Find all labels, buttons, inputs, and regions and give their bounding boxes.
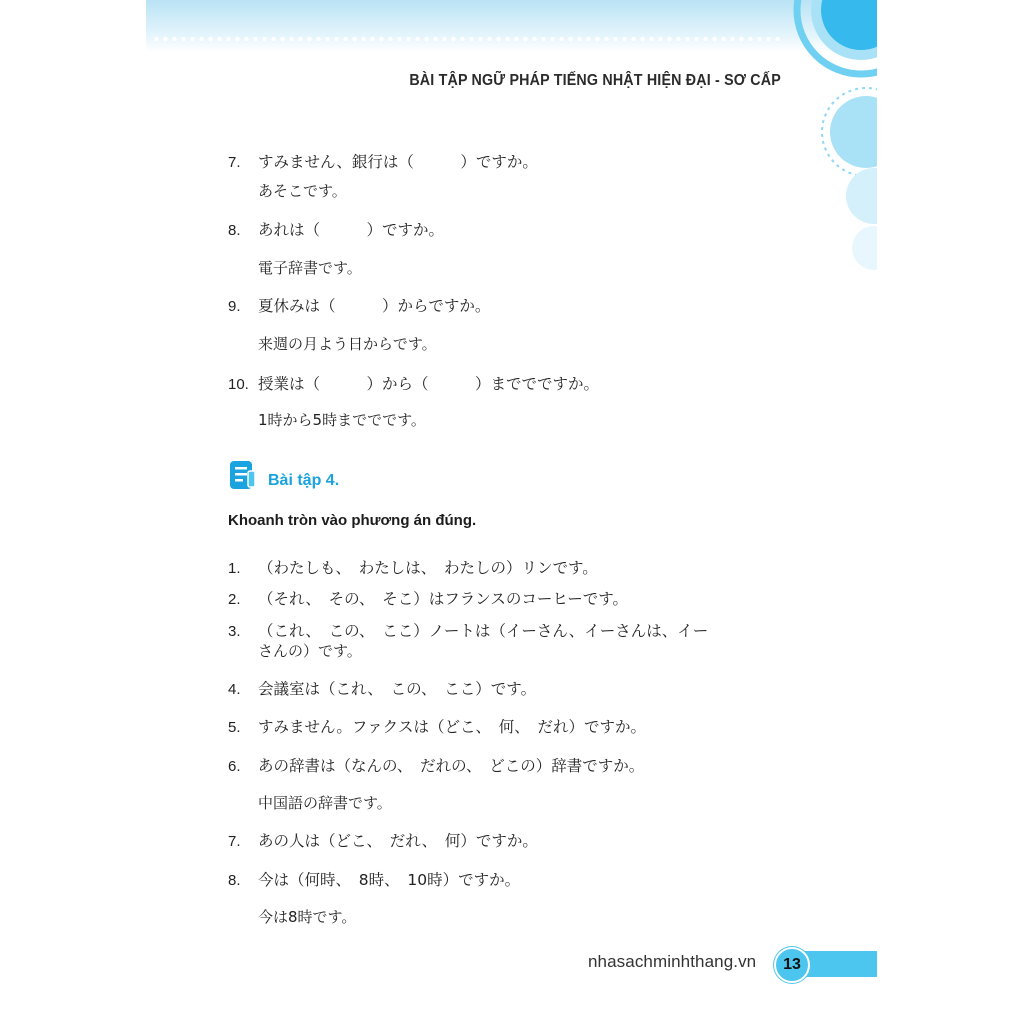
document-pencil-icon xyxy=(228,459,260,493)
exercise-item-5: 5. すみません。ファクスは（どこ、 何、 だれ）ですか。 xyxy=(228,718,646,736)
answer-8: 電子辞書です。 xyxy=(258,259,362,277)
section-instruction: Khoanh tròn vào phương án đúng. xyxy=(228,512,477,529)
question-10: 10. 授業は（ ）から（ ）まででですか。 xyxy=(228,375,600,393)
exercise-item-8-line2: 今は8時です。 xyxy=(258,908,357,926)
exercise-item-3-line2: さんの）です。 xyxy=(258,642,362,660)
footer-website: nhasachminhthang.vn xyxy=(588,952,757,971)
answer-7: あそこです。 xyxy=(258,182,347,200)
exercise-item-6-line2: 中国語の辞書です。 xyxy=(258,794,392,812)
exercise-item-3: 3. （これ、 この、 ここ）ノートは（イーさん、イーさんは、イー xyxy=(228,622,709,640)
exercise-item-8: 8. 今は（何時、 8時、 10時）ですか。 xyxy=(228,871,521,889)
exercise-item-1: 1. （わたしも、 わたしは、 わたしの）リンです。 xyxy=(228,559,598,577)
exercise-item-4: 4. 会議室は（これ、 この、 ここ）です。 xyxy=(228,680,537,698)
question-9: 9. 夏休みは（ ）からですか。 xyxy=(228,297,491,315)
dotted-line xyxy=(152,36,782,42)
exercise-item-2: 2. （それ、 その、 そこ）はフランスのコーヒーです。 xyxy=(228,590,628,608)
answer-10: 1時から5時まででです。 xyxy=(258,411,426,429)
exercise-item-6: 6. あの辞書は（なんの、 だれの、 どこの）辞書ですか。 xyxy=(228,757,645,775)
answer-9: 来週の月よう日からです。 xyxy=(258,335,437,353)
exercise-item-7: 7. あの人は（どこ、 だれ、 何）ですか。 xyxy=(228,832,538,850)
question-7: 7. すみません、銀行は（ ）ですか。 xyxy=(228,153,538,171)
question-8: 8. あれは（ ）ですか。 xyxy=(228,221,445,239)
section-title: Bài tập 4. xyxy=(268,472,340,489)
book-page xyxy=(146,0,877,1024)
page-number: 13 xyxy=(783,956,801,973)
book-header-title: BÀI TẬP NGỮ PHÁP TIẾNG NHẬT HIỆN ĐẠI - SƠ CẤP xyxy=(409,72,781,89)
decorative-circles xyxy=(766,0,877,290)
